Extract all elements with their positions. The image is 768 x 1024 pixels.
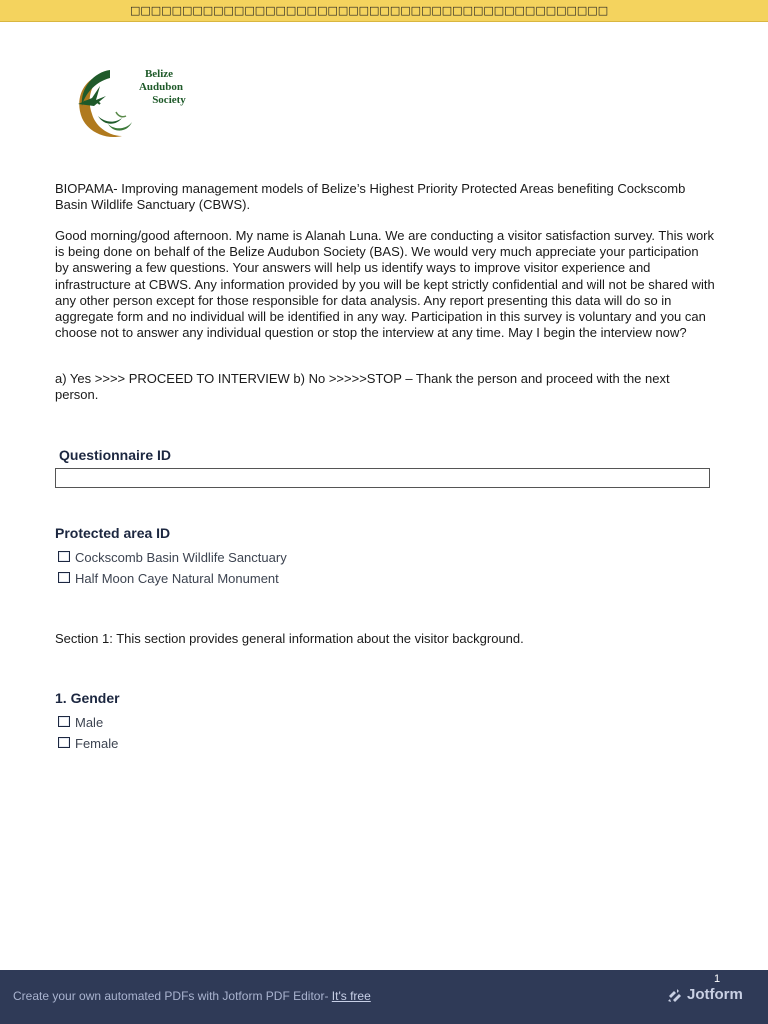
gender-option-female[interactable] [58, 735, 118, 751]
questionnaire-id-label: Questionnaire ID [59, 447, 172, 463]
questionnaire-id-input[interactable] [55, 468, 710, 488]
jotform-logo-icon [667, 987, 683, 1003]
intro-paragraph: Good morning/good afternoon. My name is Alanah Luna. We are conducting a visitor satisfaction survey. This work is being done on behalf of the Belize Audubon Society (BAS). We would very much appreciate your participation by answering a few questions. Your answers will help us identify ways to improve visitor experience and infrastructure at CBWS. Any information provided by you will be kept strictly confidential and will not be shared with any other person except for those responsible for data analysis. Any report presenting this data will do so in aggregate form and no individual will be identified in any way. Participation in this survey is voluntary and you can choose not to answer any individual question or stop the interview at any time. May I begin the interview now? [55, 228, 715, 341]
option-label: Cockscomb Basin Wildlife Sanctuary [75, 549, 287, 565]
footer-promo-text: Create your own automated PDFs with Jotform PDF Editor- [13, 989, 332, 1003]
logo-word-audubon: Audubon [138, 81, 184, 93]
belize-audubon-logo [70, 66, 200, 144]
jotform-brand-name: Jotform [687, 986, 743, 1003]
option-label: Male [75, 714, 104, 730]
checkbox-icon[interactable] [58, 551, 70, 562]
section-1-description: Section 1: This section provides general information about the visitor background. [55, 631, 524, 646]
gender-option-male[interactable] [58, 714, 103, 730]
jotform-brand[interactable] [667, 986, 743, 1003]
footer-promo [13, 989, 371, 1003]
option-label: Half Moon Caye Natural Monument [75, 570, 279, 586]
jotform-footer [0, 970, 768, 1024]
font-warning-banner: □□□□□□□□□□□□□□□□□□□□□□□□□□□□□□□□□□□□□□□□□□□□□□ [0, 0, 768, 22]
protected-area-label: Protected area ID [55, 525, 171, 541]
protected-area-option-cockscomb[interactable] [58, 549, 287, 565]
page-number: 1 [714, 973, 721, 985]
checkbox-icon[interactable] [58, 572, 70, 583]
gender-label: 1. Gender [55, 690, 120, 706]
logo-word-belize: Belize [144, 68, 174, 80]
project-title: BIOPAMA- Improving management models of Belize’s Highest Priority Protected Areas benefiting Cockscomb Basin Wildlife Sanctuary (CBWS). [55, 181, 686, 213]
checkbox-icon[interactable] [58, 716, 70, 727]
option-label: Female [75, 735, 119, 751]
checkbox-icon[interactable] [58, 737, 70, 748]
protected-area-option-half-moon-caye[interactable] [58, 570, 279, 586]
consent-instruction: a) Yes >>>> PROCEED TO INTERVIEW b) No >>>>>STOP – Thank the person and proceed with the next person. [55, 371, 670, 403]
logo-word-society: Society [152, 94, 186, 106]
its-free-link[interactable]: It's free [331, 989, 371, 1003]
